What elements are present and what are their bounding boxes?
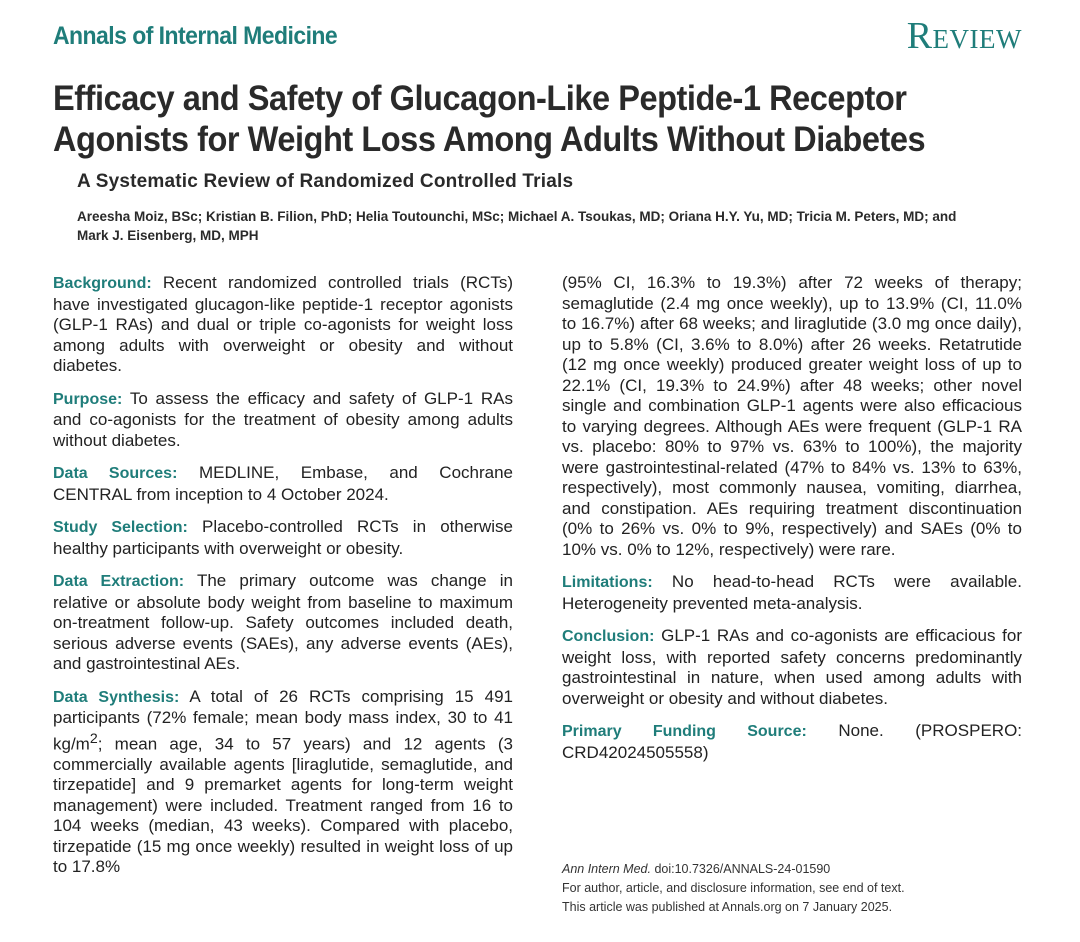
abstract-data-extraction (53, 571, 513, 675)
section-heading: Data Sources: (53, 465, 178, 482)
section-text: No head-to-head RCTs were available. Heterogeneity prevented meta-analysis. (562, 572, 1022, 613)
section-heading: Study Selection: (53, 519, 188, 536)
section-heading: Limitations: (562, 574, 653, 591)
abstract-column-left (53, 273, 513, 890)
abstract-limitations (562, 572, 1022, 614)
section-heading: Conclusion: (562, 628, 655, 645)
section-text: MEDLINE, Embase, and Cochrane CENTRAL from inception to 4 October 2024. (53, 463, 514, 504)
disclosure-note: For author, article, and disclosure information, see end of text. (562, 881, 905, 895)
abstract-data-sources (53, 463, 513, 505)
article-subtitle: A Systematic Review of Randomized Controlled Trials (77, 171, 574, 192)
abstract-column-right (562, 273, 1022, 775)
section-text: To assess the efficacy and safety of GLP-1 RAs and co-agonists for the treatment of obesity among adults without diabetes. (53, 388, 513, 450)
section-heading: Data Synthesis: (53, 688, 180, 706)
section-text: Recent randomized controlled trials (RCTs) have investigated glucagon-like peptide-1 receptor agonists (GLP-1 RAs) and dual or triple co-agonists for weight loss among adults with overweight or obesity and without diabetes. (53, 273, 513, 375)
abstract-funding (562, 721, 1022, 763)
section-label: Review (906, 15, 1022, 57)
journal-name: Annals of Internal Medicine (53, 22, 338, 50)
section-text: GLP-1 RAs and co-agonists are efficacious for weight loss, with reported safety concerns predominantly gastrointestinal in nature, when used among adults with overweight or obesity and without diabetes. (562, 626, 1022, 708)
section-heading: Data Extraction: (53, 573, 185, 590)
section-heading: Purpose: (53, 390, 123, 408)
publication-note: This article was published at Annals.org on 7 January 2025. (562, 900, 893, 914)
section-heading: Background: (53, 275, 152, 292)
section-text: The primary outcome was change in relative or absolute body weight from baseline to maximum on-treatment follow-up. Safety outcomes included death, serious adverse events (SAEs), any adverse events (AEs), and gastrointestinal AEs. (53, 571, 513, 673)
abstract-study-selection (53, 517, 513, 559)
superscript: 2 (89, 730, 98, 747)
citation-footer (562, 860, 1022, 917)
section-text: ; mean age, 34 to 57 years) and 12 agents (3 commercially available agents [liraglutide, semaglutide, and tirzepatide] and 9 premarket agents for long-term weight management) were included. Treatment ranged from 16 to 104 weeks (median, 43 weeks). Compared with placebo, tirzepatide (15 mg once weekly) resulted in weight loss of up to 17.8% (53, 734, 513, 877)
abstract-conclusion (562, 626, 1022, 709)
article-title: Efficacy and Safety of Glucagon-Like Peptide-1 Receptor Agonists for Weight Loss Among Adults Without Diabetes (53, 79, 926, 159)
citation-line (562, 860, 1022, 879)
section-text: Placebo-controlled RCTs in otherwise healthy participants with overweight or obesity. (53, 517, 513, 558)
doi-link[interactable]: doi:10.7326/ANNALS-24-01590 (654, 862, 831, 876)
section-text: A total of 26 RCTs comprising 15 491 participants (72% female; mean body mass index, 30 to 41 kg/m (53, 686, 513, 754)
abstract-data-synthesis-continued (562, 273, 1022, 560)
abstract-purpose (53, 389, 513, 452)
abstract-background (53, 273, 513, 377)
section-text: (95% CI, 16.3% to 19.3%) after 72 weeks of therapy; semaglutide (2.4 mg once weekly), up to 13.9% (CI, 11.0% to 16.7%) after 68 weeks; and liraglutide (3.0 mg once daily), up to 5.8% (CI, 3.6% to 8.0%) after 26 weeks. Retatrutide (12 mg once weekly) produced greater weight loss of up to 22.1% (CI, 19.3% to 24.9%) after 48 weeks; other novel single and combination GLP-1 agents were also efficacious to varying degrees. Although AEs were frequent (GLP-1 RA vs. placebo: 80% to 97% vs. 63% to 100%), the majority were gastrointestinal-related (47% to 84% vs. 13% to 63%, respectively), most commonly nausea, vomiting, diarrhea, and constipation. AEs requiring treatment discontinuation (0% to 26% vs. 0% to 9%, respectively) and SAEs (0% to 10% vs. 0% to 12%, respectively) were rare. (562, 273, 1022, 559)
section-text: None. (PROSPERO: CRD42024505558) (562, 721, 1023, 762)
abstract-data-synthesis (53, 687, 513, 878)
author-list: Areesha Moiz, BSc; Kristian B. Filion, PhD; Helia Toutounchi, MSc; Michael A. Tsoukas, MD; Oriana H.Y. Yu, MD; Tricia M. Peters, MD; and Mark J. Eisenberg, MD, MPH (77, 209, 957, 243)
section-heading: Primary Funding Source: (562, 723, 807, 740)
journal-abbrev: Ann Intern Med. (562, 862, 651, 876)
